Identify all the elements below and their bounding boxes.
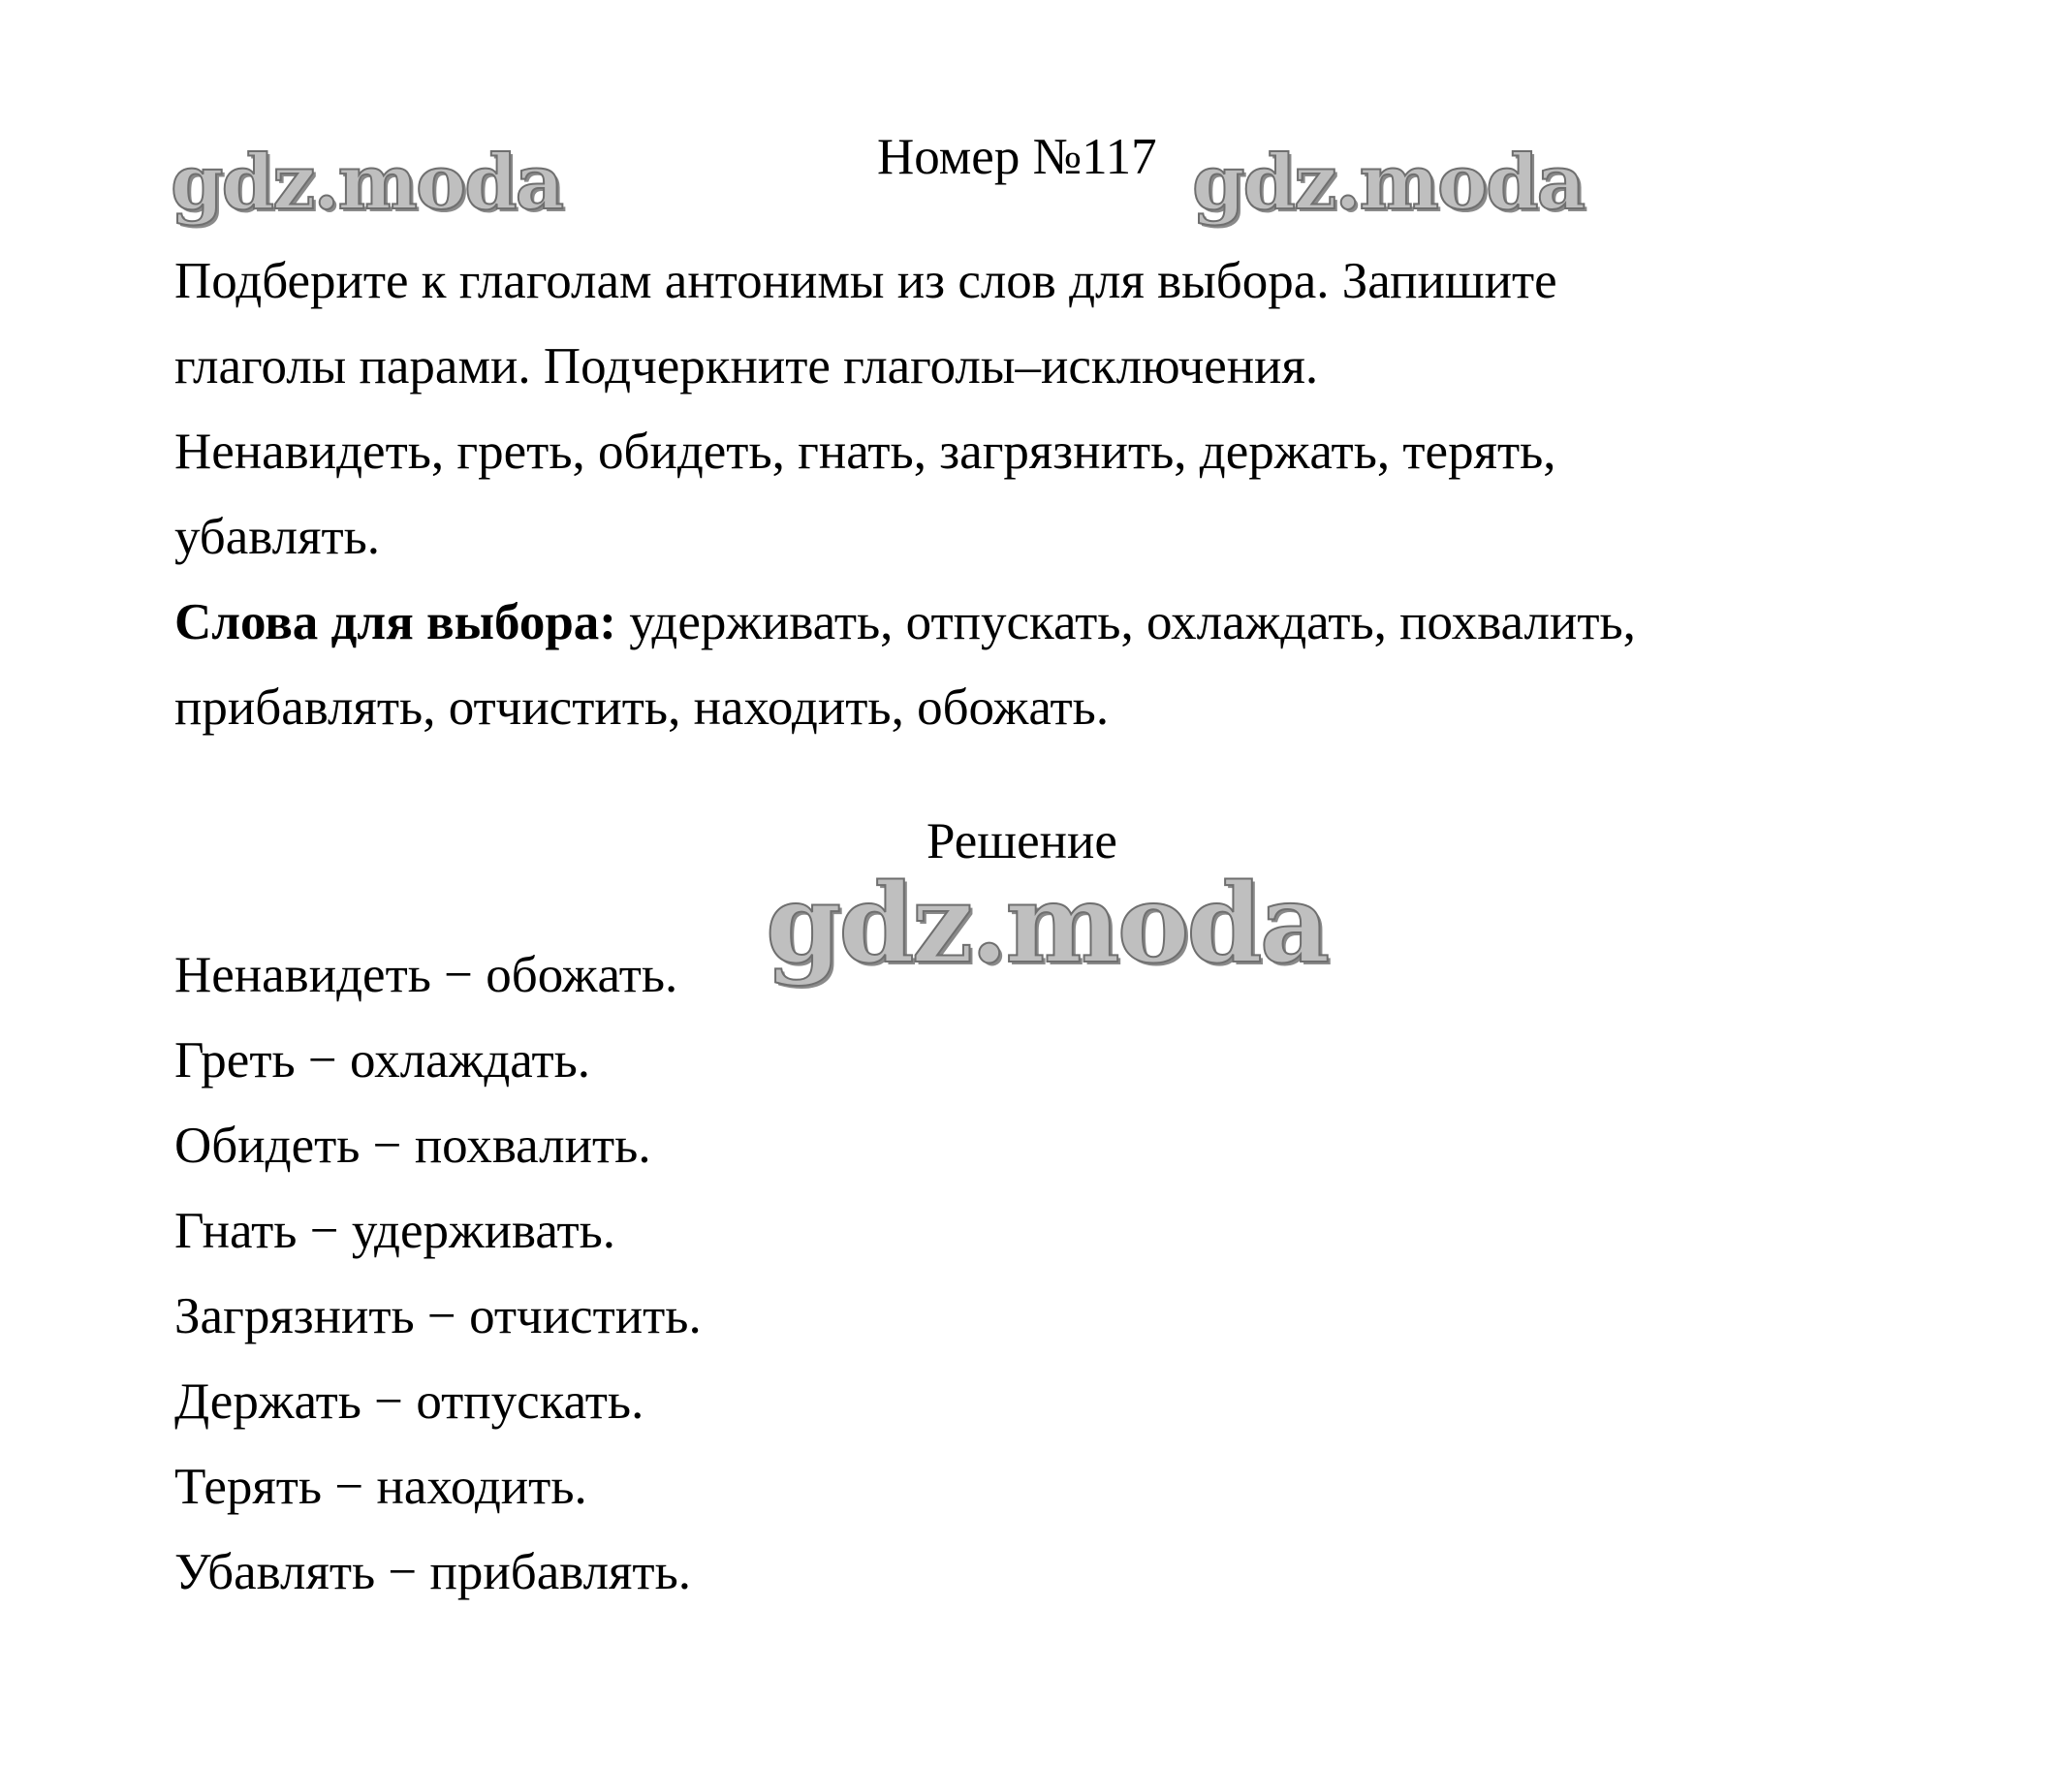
task-text-line-4: убавлять. [174,509,381,565]
page-title: Номер №117 [877,129,1157,185]
choice-words-label: Слова для выбора: [174,594,616,650]
task-text-line-1: Подберите к глаголам антонимы из слов для выбора. Запишите [174,253,1557,309]
answer-line-6: Держать − отпускать. [174,1373,644,1430]
answer-line-3: Обидеть − похвалить. [174,1118,651,1174]
answer-line-5: Загрязнить − отчистить. [174,1288,702,1344]
task-text-line-2: глаголы парами. Подчеркните глаголы–исключения. [174,338,1319,394]
answer-line-4: Гнать − удерживать. [174,1203,616,1259]
answer-line-8: Убавлять − прибавлять. [174,1544,692,1600]
watermark-logo-left: gdz.moda [171,139,563,227]
choice-words-line-1 [174,580,1636,665]
task-text-line-3: Ненавидеть, греть, обидеть, гнать, загрязнить, держать, терять, [174,424,1556,480]
choice-words-list-part-1: удерживать, отпускать, охлаждать, похвалить, [615,594,1636,650]
solution-heading: Решение [926,813,1117,869]
answer-line-1: Ненавидеть − обожать. [174,947,678,1003]
answer-line-7: Терять − находить. [174,1459,587,1515]
watermark-logo-center: gdz.moda [766,861,1328,988]
choice-words-line-2: прибавлять, отчистить, находить, обожать. [174,679,1110,736]
answer-line-2: Греть − охлаждать. [174,1032,591,1089]
watermark-logo-right: gdz.moda [1192,139,1585,227]
